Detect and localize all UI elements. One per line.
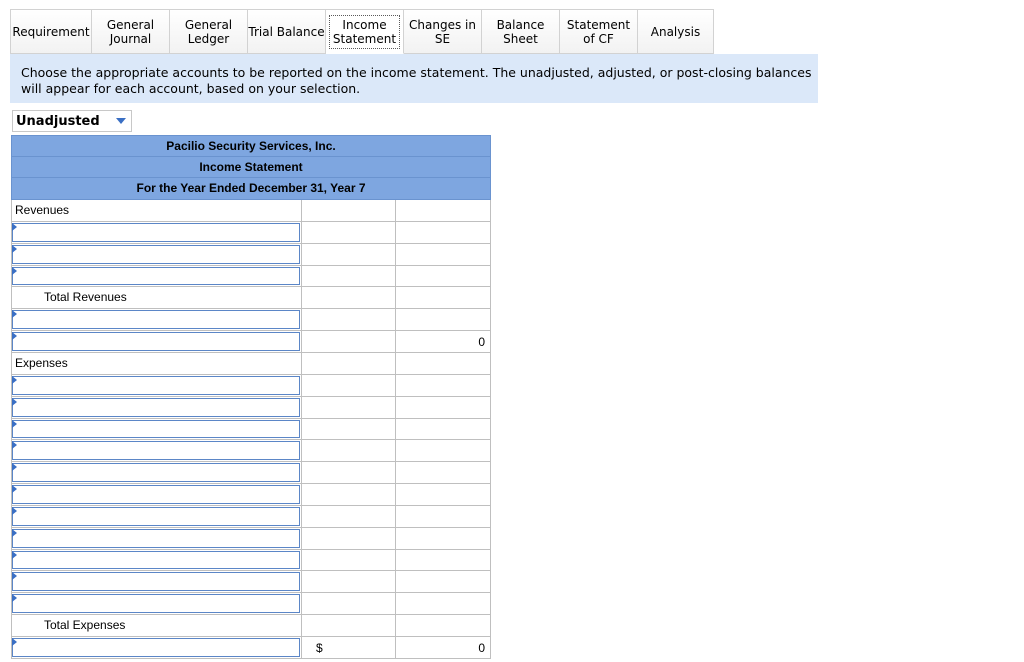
expense-amount-cell-7[interactable]	[301, 506, 395, 528]
expense-account-input-8[interactable]	[12, 529, 300, 548]
balance-type-value: Unadjusted	[16, 113, 100, 129]
revenue-amount-cell-1[interactable]	[301, 222, 395, 244]
table-row	[11, 484, 491, 506]
expense-account-input-7[interactable]	[12, 507, 300, 526]
tab-balance-sheet[interactable]	[482, 9, 560, 54]
expense-account-input-3[interactable]	[12, 420, 300, 439]
table-row	[11, 506, 491, 528]
tab-income-statement[interactable]	[326, 9, 404, 54]
table-row	[11, 637, 491, 659]
table-row	[11, 353, 491, 375]
expense-account-input-10[interactable]	[12, 572, 300, 591]
expense-amount-cell-2[interactable]	[301, 397, 395, 419]
total-expenses-value: 0	[395, 637, 491, 659]
tab-label: General Ledger	[184, 17, 233, 46]
tab-requirement[interactable]	[10, 9, 92, 54]
tab-label: Balance Sheet	[496, 17, 545, 46]
expense-amount-cell-5[interactable]	[301, 462, 395, 484]
revenue-account-input-4[interactable]	[12, 310, 300, 329]
company-name: Pacilio Security Services, Inc.	[11, 135, 491, 157]
expense-amount-cell-6[interactable]	[301, 484, 395, 506]
chevron-down-icon	[116, 118, 126, 124]
expenses-label: Expenses	[15, 355, 68, 370]
table-row	[11, 593, 491, 615]
tab-label: Requirement	[12, 24, 90, 39]
expense-account-input-9[interactable]	[12, 551, 300, 570]
statement-title: Income Statement	[11, 157, 491, 179]
table-row	[11, 440, 491, 462]
tab-bar	[10, 9, 714, 54]
tab-analysis[interactable]	[638, 9, 714, 54]
tab-changes-in-se[interactable]	[404, 9, 482, 54]
revenue-account-input-1[interactable]	[12, 223, 300, 242]
revenue-account-input-5[interactable]	[12, 332, 300, 351]
table-row	[11, 550, 491, 572]
tab-label: Income Statement	[332, 17, 397, 46]
income-statement-table	[11, 135, 491, 659]
tab-general-ledger[interactable]	[170, 9, 248, 54]
table-row	[11, 266, 491, 288]
tab-general-journal[interactable]	[92, 9, 170, 54]
table-row	[11, 615, 491, 637]
table-row	[11, 462, 491, 484]
currency-symbol: $	[316, 640, 323, 655]
table-row	[11, 287, 491, 309]
expense-amount-cell-9[interactable]	[301, 550, 395, 572]
table-row	[11, 419, 491, 441]
revenues-label: Revenues	[15, 203, 70, 218]
balance-type-dropdown[interactable]	[12, 110, 132, 132]
tab-label: Changes in SE	[409, 17, 476, 46]
table-row	[11, 397, 491, 419]
expense-account-input-4[interactable]	[12, 441, 300, 460]
expense-account-input-6[interactable]	[12, 485, 300, 504]
total-revenues-label: Total Revenues	[44, 290, 127, 305]
expense-amount-cell-3[interactable]	[301, 419, 395, 441]
tab-label: Statement of CF	[566, 17, 631, 46]
table-row	[11, 331, 491, 353]
tab-label: General Journal	[106, 17, 155, 46]
tab-trial-balance[interactable]	[248, 9, 326, 54]
statement-period: For the Year Ended December 31, Year 7	[11, 178, 491, 200]
expense-amount-cell-11[interactable]	[301, 593, 395, 615]
expense-amount-cell-4[interactable]	[301, 440, 395, 462]
table-row	[11, 222, 491, 244]
revenue-account-input-3[interactable]	[12, 267, 300, 286]
tab-label: Analysis	[650, 24, 701, 39]
expense-account-input-1[interactable]	[12, 376, 300, 395]
total-expenses-label: Total Expenses	[44, 618, 126, 633]
instruction-text: Choose the appropriate accounts to be reported on the income statement. The unadjusted, adjusted, or post-closing balances will appear for each account, based on your selection.	[10, 54, 818, 103]
table-row	[11, 375, 491, 397]
expense-account-input-2[interactable]	[12, 398, 300, 417]
expense-account-input-last[interactable]	[12, 638, 300, 657]
revenue-amount-cell-3[interactable]	[301, 266, 395, 288]
table-row	[11, 200, 491, 222]
expense-account-input-11[interactable]	[12, 594, 300, 613]
expense-account-input-5[interactable]	[12, 463, 300, 482]
revenue-amount-cell-2[interactable]	[301, 244, 395, 266]
tab-label: Trial Balance	[248, 24, 325, 39]
table-row	[11, 309, 491, 331]
table-row	[11, 528, 491, 550]
revenue-account-input-2[interactable]	[12, 245, 300, 264]
tab-statement-of-cf[interactable]	[560, 9, 638, 54]
total-revenues-value: 0	[395, 331, 491, 353]
expense-amount-cell-8[interactable]	[301, 528, 395, 550]
table-row	[11, 571, 491, 593]
table-row	[11, 244, 491, 266]
expense-amount-cell-10[interactable]	[301, 571, 395, 593]
expense-amount-cell-1[interactable]	[301, 375, 395, 397]
